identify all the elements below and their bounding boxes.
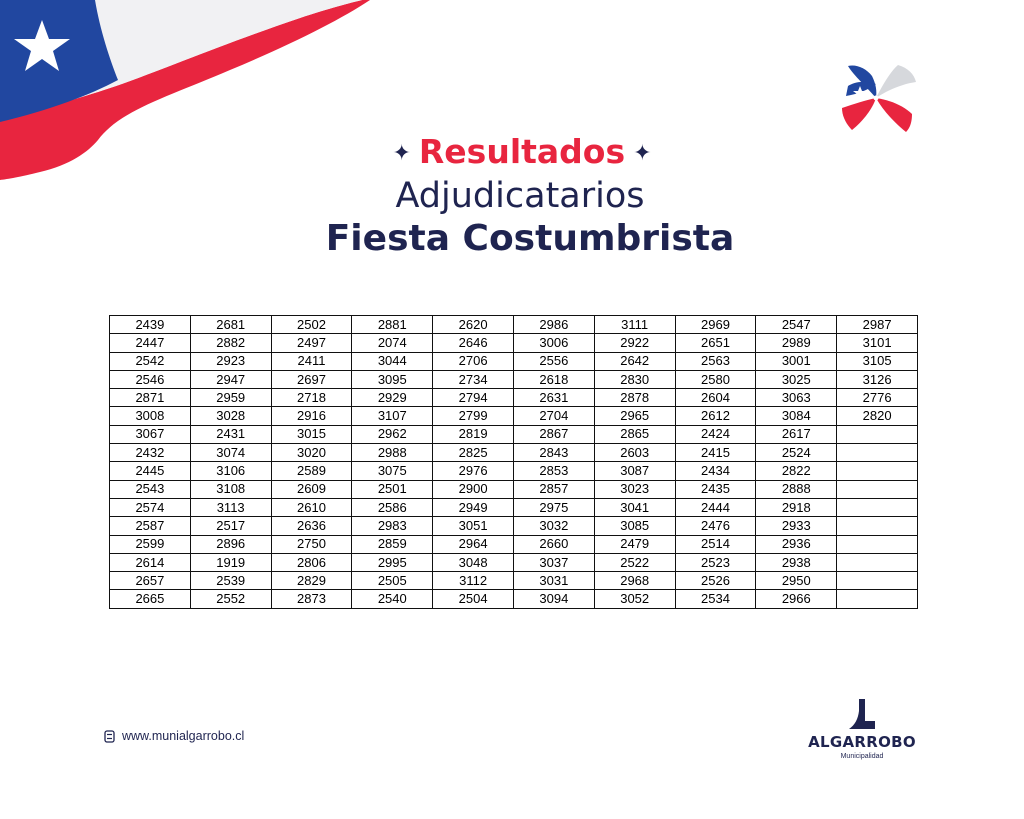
table-row	[110, 389, 918, 407]
logo-name: ALGARROBO	[808, 733, 916, 751]
table-cell: 2411	[271, 352, 352, 370]
table-cell: 2962	[352, 425, 433, 443]
table-cell: 2547	[756, 316, 837, 334]
table-cell: 2959	[190, 389, 271, 407]
table-cell: 2975	[513, 498, 594, 516]
table-cell: 2936	[756, 535, 837, 553]
table-cell: 2878	[594, 389, 675, 407]
table-cell: 3101	[837, 334, 918, 352]
logo-subtitle: Municipalidad	[840, 753, 884, 760]
table-cell	[837, 480, 918, 498]
table-cell: 2599	[110, 535, 191, 553]
algarrobo-logo	[806, 697, 918, 760]
results-table	[109, 315, 918, 609]
table-cell: 3105	[837, 352, 918, 370]
table-cell: 2830	[594, 370, 675, 388]
table-cell: 2819	[433, 425, 514, 443]
globe-icon	[104, 730, 115, 743]
table-row	[110, 425, 918, 443]
website-link[interactable]: www.munialgarrobo.cl	[122, 729, 245, 743]
table-cell: 2540	[352, 590, 433, 608]
table-cell: 2986	[513, 316, 594, 334]
table-cell: 2750	[271, 535, 352, 553]
table-cell: 2995	[352, 553, 433, 571]
table-cell	[837, 535, 918, 553]
table-cell: 3113	[190, 498, 271, 516]
table-cell	[837, 517, 918, 535]
table-row	[110, 444, 918, 462]
table-cell: 3001	[756, 352, 837, 370]
table-cell: 2603	[594, 444, 675, 462]
table-cell: 3074	[190, 444, 271, 462]
table-cell: 2614	[110, 553, 191, 571]
table-cell: 2552	[190, 590, 271, 608]
table-cell	[837, 425, 918, 443]
table-cell: 2969	[675, 316, 756, 334]
table-cell: 2524	[756, 444, 837, 462]
table-cell: 2983	[352, 517, 433, 535]
table-cell: 2706	[433, 352, 514, 370]
table-cell: 2586	[352, 498, 433, 516]
table-cell: 2949	[433, 498, 514, 516]
table-cell: 3020	[271, 444, 352, 462]
table-cell: 2704	[513, 407, 594, 425]
table-cell: 3095	[352, 370, 433, 388]
table-cell: 3028	[190, 407, 271, 425]
table-cell	[837, 462, 918, 480]
table-cell: 2618	[513, 370, 594, 388]
table-cell: 3031	[513, 572, 594, 590]
table-cell: 2439	[110, 316, 191, 334]
table-cell: 2646	[433, 334, 514, 352]
table-cell: 2660	[513, 535, 594, 553]
table-cell: 2938	[756, 553, 837, 571]
table-cell: 2609	[271, 480, 352, 498]
table-cell: 2502	[271, 316, 352, 334]
table-cell: 2829	[271, 572, 352, 590]
table-cell	[837, 498, 918, 516]
table-cell: 2447	[110, 334, 191, 352]
table-cell: 2542	[110, 352, 191, 370]
table-cell: 2794	[433, 389, 514, 407]
table-cell: 2933	[756, 517, 837, 535]
table-cell: 2865	[594, 425, 675, 443]
table-row	[110, 370, 918, 388]
table-cell: 3087	[594, 462, 675, 480]
table-row	[110, 316, 918, 334]
table-cell: 2534	[675, 590, 756, 608]
title-resultados	[0, 130, 1024, 176]
table-cell: 2514	[675, 535, 756, 553]
table-cell: 2445	[110, 462, 191, 480]
table-cell	[837, 572, 918, 590]
table-cell: 2636	[271, 517, 352, 535]
table-cell: 2881	[352, 316, 433, 334]
table-cell: 3107	[352, 407, 433, 425]
table-cell: 2657	[110, 572, 191, 590]
table-cell: 2424	[675, 425, 756, 443]
table-cell: 2501	[352, 480, 433, 498]
table-cell: 2966	[756, 590, 837, 608]
table-row	[110, 535, 918, 553]
table-cell	[837, 590, 918, 608]
table-cell: 2617	[756, 425, 837, 443]
table-cell: 2543	[110, 480, 191, 498]
table-cell: 1919	[190, 553, 271, 571]
table-cell: 3044	[352, 352, 433, 370]
table-cell: 2604	[675, 389, 756, 407]
table-cell: 3106	[190, 462, 271, 480]
table-cell: 2873	[271, 590, 352, 608]
table-cell: 3063	[756, 389, 837, 407]
table-cell: 2825	[433, 444, 514, 462]
table-cell: 3067	[110, 425, 191, 443]
table-row	[110, 553, 918, 571]
table-cell: 2968	[594, 572, 675, 590]
table-cell: 3085	[594, 517, 675, 535]
table-cell: 2718	[271, 389, 352, 407]
sparkle-left-icon: ✦	[392, 140, 411, 166]
table-cell: 2589	[271, 462, 352, 480]
table-cell: 2965	[594, 407, 675, 425]
table-cell	[837, 444, 918, 462]
title-fiesta-costumbrista: Fiesta Costumbrista	[325, 218, 735, 259]
table-cell: 2074	[352, 334, 433, 352]
table-cell: 2916	[271, 407, 352, 425]
table-cell: 3094	[513, 590, 594, 608]
table-cell: 2950	[756, 572, 837, 590]
table-cell: 2505	[352, 572, 433, 590]
table-cell: 2497	[271, 334, 352, 352]
table-cell: 3032	[513, 517, 594, 535]
table-cell: 2964	[433, 535, 514, 553]
table-cell: 3111	[594, 316, 675, 334]
table-cell: 2580	[675, 370, 756, 388]
table-cell: 3008	[110, 407, 191, 425]
table-row	[110, 462, 918, 480]
table-cell: 2610	[271, 498, 352, 516]
table-cell: 3112	[433, 572, 514, 590]
table-cell: 3051	[433, 517, 514, 535]
table-cell: 2918	[756, 498, 837, 516]
table-cell: 3037	[513, 553, 594, 571]
table-cell: 2434	[675, 462, 756, 480]
table-cell: 3084	[756, 407, 837, 425]
table-cell: 2665	[110, 590, 191, 608]
table-cell: 2651	[675, 334, 756, 352]
sail-icon	[845, 697, 879, 731]
table-cell: 2987	[837, 316, 918, 334]
table-row	[110, 498, 918, 516]
title-adjudicatarios: Adjudicatarios	[395, 176, 645, 216]
table-cell: 2867	[513, 425, 594, 443]
table-cell: 2900	[433, 480, 514, 498]
table-cell: 2539	[190, 572, 271, 590]
table-cell: 3108	[190, 480, 271, 498]
table-cell: 3126	[837, 370, 918, 388]
table-cell: 3023	[594, 480, 675, 498]
pinwheel-icon	[838, 60, 918, 136]
table-cell: 2556	[513, 352, 594, 370]
table-cell: 2989	[756, 334, 837, 352]
table-cell: 2631	[513, 389, 594, 407]
table-cell: 3052	[594, 590, 675, 608]
title-line1: Resultados	[418, 132, 626, 171]
table-cell: 2822	[756, 462, 837, 480]
table-cell: 2820	[837, 407, 918, 425]
table-cell: 2444	[675, 498, 756, 516]
table-cell: 2432	[110, 444, 191, 462]
table-cell: 2843	[513, 444, 594, 462]
table-cell: 3041	[594, 498, 675, 516]
table-cell: 2476	[675, 517, 756, 535]
table-cell	[837, 553, 918, 571]
table-row	[110, 572, 918, 590]
footer-website[interactable]	[104, 729, 244, 743]
table-cell: 2806	[271, 553, 352, 571]
table-cell: 2976	[433, 462, 514, 480]
table-cell: 2620	[433, 316, 514, 334]
table-cell: 2988	[352, 444, 433, 462]
table-row	[110, 517, 918, 535]
table-cell: 2734	[433, 370, 514, 388]
table-row	[110, 590, 918, 608]
table-cell: 2929	[352, 389, 433, 407]
table-cell: 2526	[675, 572, 756, 590]
table-row	[110, 352, 918, 370]
table-cell: 2882	[190, 334, 271, 352]
table-cell: 2574	[110, 498, 191, 516]
table-cell: 2697	[271, 370, 352, 388]
table-cell: 2587	[110, 517, 191, 535]
table-cell: 2922	[594, 334, 675, 352]
table-cell: 2947	[190, 370, 271, 388]
table-cell: 2563	[675, 352, 756, 370]
table-cell: 2853	[513, 462, 594, 480]
table-cell: 2859	[352, 535, 433, 553]
table-cell: 2517	[190, 517, 271, 535]
table-cell: 2612	[675, 407, 756, 425]
table-cell: 2888	[756, 480, 837, 498]
table-cell: 2857	[513, 480, 594, 498]
table-cell: 2799	[433, 407, 514, 425]
table-cell: 2681	[190, 316, 271, 334]
table-cell: 3006	[513, 334, 594, 352]
table-cell: 2896	[190, 535, 271, 553]
table-cell: 3048	[433, 553, 514, 571]
table-cell: 3015	[271, 425, 352, 443]
table-row	[110, 334, 918, 352]
table-cell: 2871	[110, 389, 191, 407]
table-cell: 2546	[110, 370, 191, 388]
table-row	[110, 480, 918, 498]
table-cell: 2522	[594, 553, 675, 571]
table-cell: 2415	[675, 444, 756, 462]
table-cell: 3075	[352, 462, 433, 480]
table-cell: 2435	[675, 480, 756, 498]
table-cell: 2479	[594, 535, 675, 553]
sparkle-right-icon: ✦	[633, 140, 652, 166]
table-cell: 3025	[756, 370, 837, 388]
table-cell: 2776	[837, 389, 918, 407]
table-cell: 2642	[594, 352, 675, 370]
table-cell: 2923	[190, 352, 271, 370]
table-cell: 2523	[675, 553, 756, 571]
table-row	[110, 407, 918, 425]
results-table-body	[110, 316, 918, 609]
table-cell: 2504	[433, 590, 514, 608]
table-cell: 2431	[190, 425, 271, 443]
